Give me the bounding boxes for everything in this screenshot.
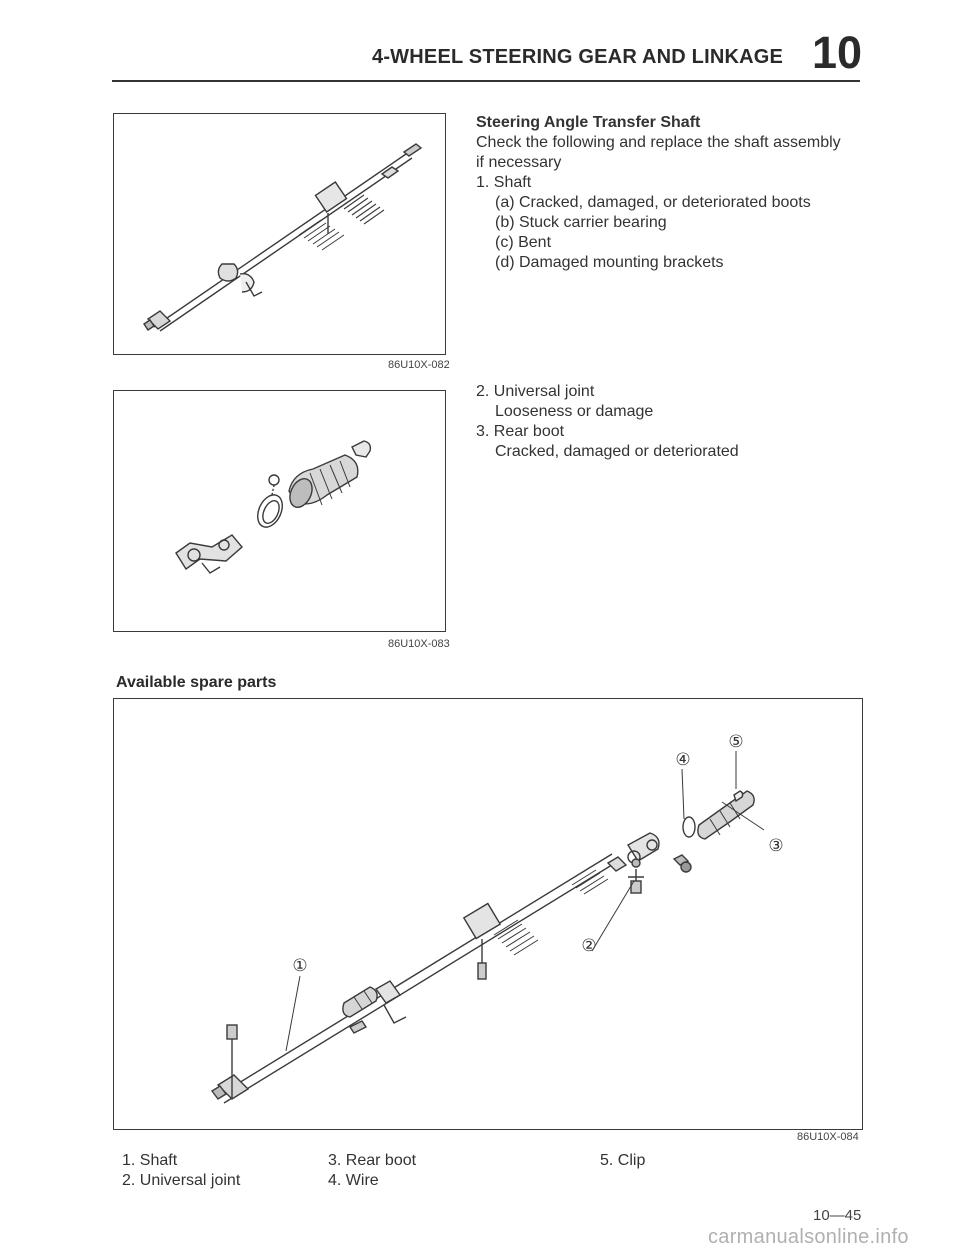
figure-shaft-assembly [113, 113, 446, 355]
legend-item-rear-boot: 3. Rear boot [328, 1152, 417, 1169]
callout-5: ⑤ [728, 732, 744, 752]
callout-4: ④ [675, 750, 691, 770]
legend-item-universal-joint: 2. Universal joint [122, 1172, 241, 1189]
spare-parts-heading: Available spare parts [116, 674, 277, 691]
item-1-a: (a) Cracked, damaged, or deteriorated boots [495, 194, 811, 211]
inspection-intro-line-2: if necessary [476, 154, 562, 171]
section-number: 10 [812, 27, 863, 78]
legend-item-clip: 5. Clip [600, 1152, 646, 1169]
item-1-d: (d) Damaged mounting brackets [495, 254, 724, 271]
figure-spare-parts [113, 698, 863, 1130]
callout-3: ③ [768, 836, 784, 856]
header-divider [112, 80, 860, 82]
callout-1: ① [292, 956, 308, 976]
item-3: 3. Rear boot [476, 423, 565, 440]
item-1: 1. Shaft [476, 174, 532, 191]
inspection-text-continued [476, 382, 866, 462]
figure-code-3: 86U10X-084 [797, 1131, 859, 1143]
shaft-assembly-illustration [114, 114, 447, 356]
item-1-b: (b) Stuck carrier bearing [495, 214, 667, 231]
boot-and-joint-illustration [114, 391, 447, 633]
figure-code-1: 86U10X-082 [388, 359, 450, 371]
item-3-detail: Cracked, damaged or deteriorated [495, 443, 739, 460]
page-header-title: 4-WHEEL STEERING GEAR AND LINKAGE [372, 46, 784, 68]
spare-parts-illustration [114, 699, 864, 1131]
item-2: 2. Universal joint [476, 383, 595, 400]
legend-column-3 [600, 1151, 645, 1171]
item-1-c: (c) Bent [495, 234, 552, 251]
inspection-text [476, 113, 866, 273]
inspection-heading: Steering Angle Transfer Shaft [476, 114, 701, 131]
figure-boot-joint [113, 390, 446, 632]
legend-item-shaft: 1. Shaft [122, 1152, 178, 1169]
page-number: 10—45 [813, 1207, 862, 1224]
watermark: carmanualsonline.info [708, 1226, 909, 1248]
figure-code-2: 86U10X-083 [388, 638, 450, 650]
inspection-intro-line-1: Check the following and replace the shaft assembly [476, 134, 841, 151]
callout-2: ② [581, 936, 597, 956]
legend-column-2 [328, 1151, 416, 1191]
legend-item-wire: 4. Wire [328, 1172, 379, 1189]
legend-column-1 [122, 1151, 240, 1191]
item-2-detail: Looseness or damage [495, 403, 654, 420]
